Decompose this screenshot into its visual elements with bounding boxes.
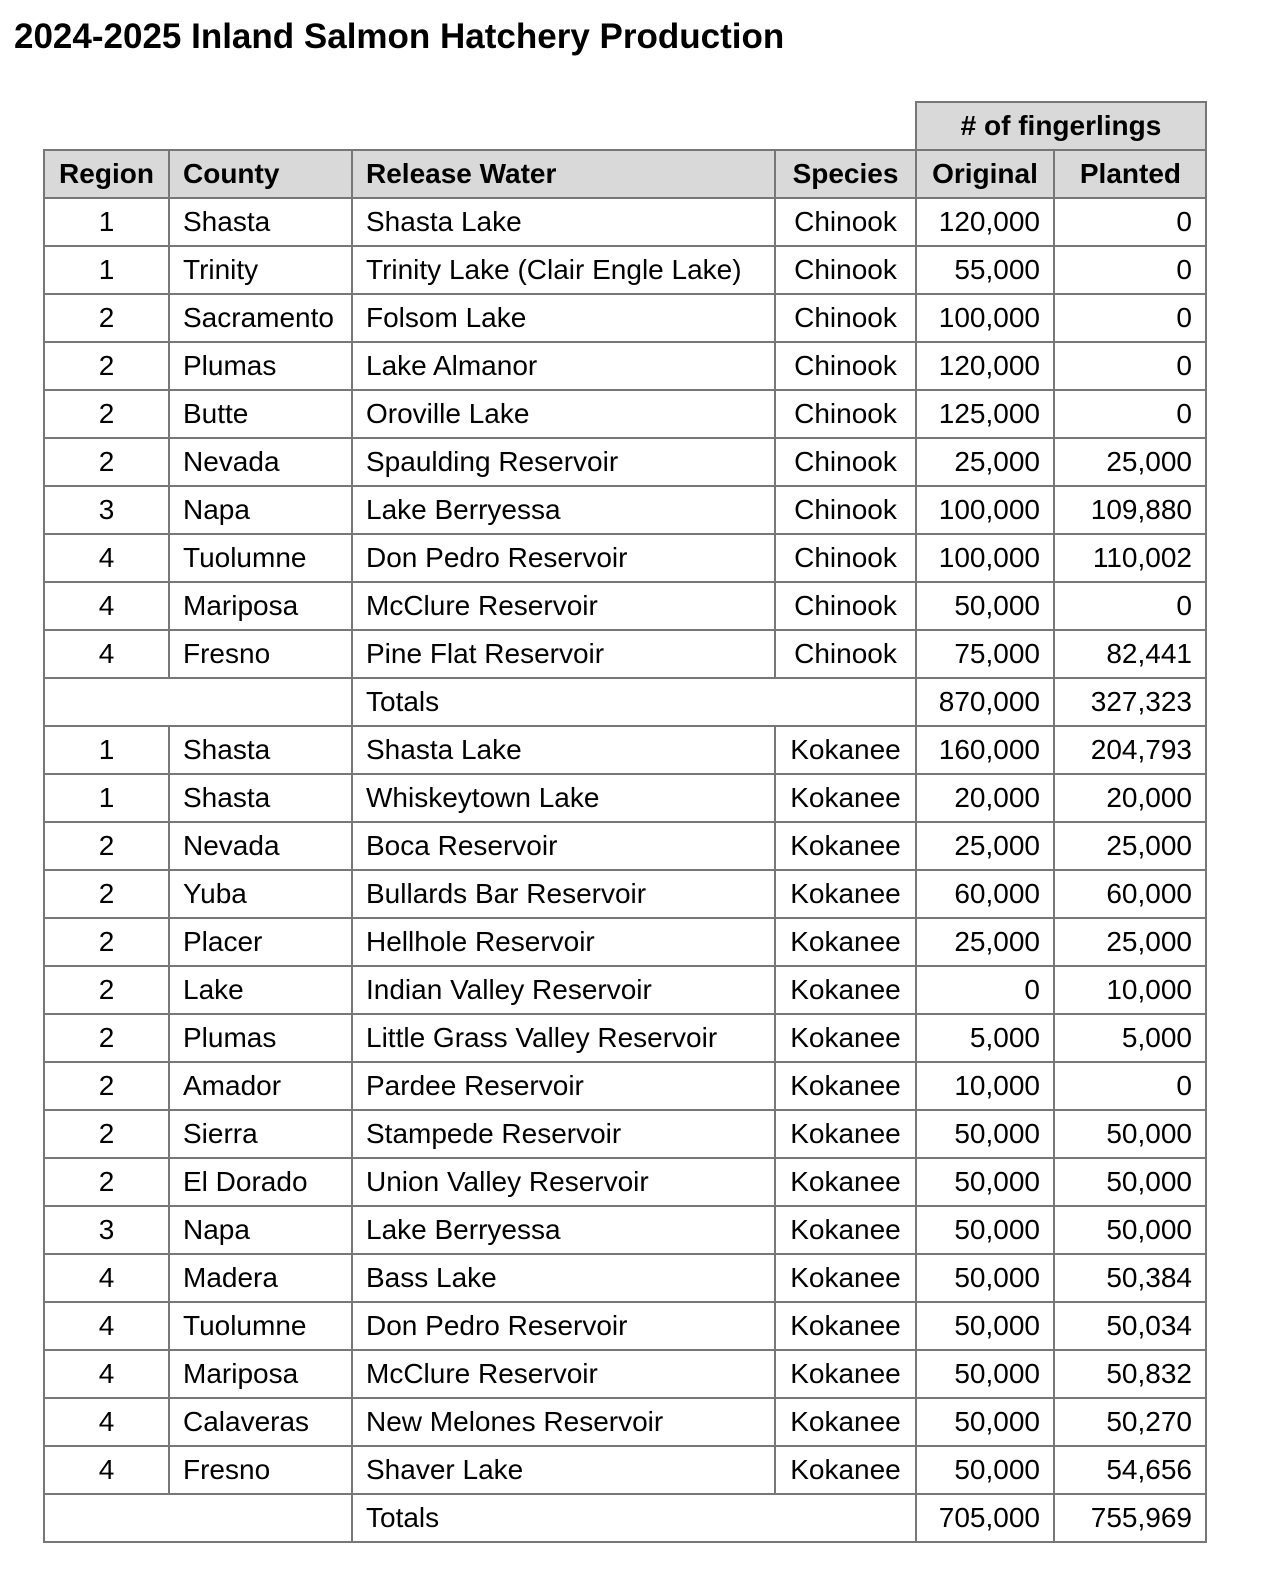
total-original: 705,000	[916, 1494, 1054, 1542]
table-row	[44, 342, 1206, 390]
cell-region: 4	[44, 1302, 169, 1350]
cell-region: 2	[44, 870, 169, 918]
cell-species: Kokanee	[775, 966, 916, 1014]
fingerlings-group-header: # of fingerlings	[916, 102, 1206, 150]
cell-county: Tuolumne	[169, 1302, 352, 1350]
cell-county: Plumas	[169, 342, 352, 390]
column-header-county: County	[169, 150, 352, 198]
table-row	[44, 534, 1206, 582]
table-row	[44, 582, 1206, 630]
table-row	[44, 486, 1206, 534]
cell-release-water: Hellhole Reservoir	[352, 918, 775, 966]
table-row	[44, 774, 1206, 822]
cell-region: 2	[44, 966, 169, 1014]
total-planted: 755,969	[1054, 1494, 1206, 1542]
cell-release-water: Trinity Lake (Clair Engle Lake)	[352, 246, 775, 294]
cell-original: 55,000	[916, 246, 1054, 294]
cell-region: 2	[44, 342, 169, 390]
cell-species: Kokanee	[775, 1062, 916, 1110]
table-row	[44, 1254, 1206, 1302]
cell-original: 10,000	[916, 1062, 1054, 1110]
cell-release-water: McClure Reservoir	[352, 582, 775, 630]
cell-planted: 50,000	[1054, 1158, 1206, 1206]
cell-planted: 25,000	[1054, 918, 1206, 966]
cell-species: Kokanee	[775, 870, 916, 918]
cell-planted: 50,000	[1054, 1206, 1206, 1254]
cell-planted: 25,000	[1054, 822, 1206, 870]
cell-planted: 50,384	[1054, 1254, 1206, 1302]
cell-species: Chinook	[775, 198, 916, 246]
cell-original: 5,000	[916, 1014, 1054, 1062]
table-row	[44, 630, 1206, 678]
table-row	[44, 438, 1206, 486]
cell-release-water: Whiskeytown Lake	[352, 774, 775, 822]
cell-species: Chinook	[775, 390, 916, 438]
cell-species: Chinook	[775, 534, 916, 582]
table-row	[44, 1110, 1206, 1158]
cell-region: 3	[44, 486, 169, 534]
cell-species: Kokanee	[775, 1446, 916, 1494]
cell-species: Chinook	[775, 630, 916, 678]
table-row	[44, 1206, 1206, 1254]
cell-species: Kokanee	[775, 1302, 916, 1350]
cell-planted: 0	[1054, 390, 1206, 438]
cell-county: Nevada	[169, 822, 352, 870]
cell-release-water: Bass Lake	[352, 1254, 775, 1302]
header-spacer	[44, 102, 916, 150]
cell-county: Amador	[169, 1062, 352, 1110]
cell-region: 3	[44, 1206, 169, 1254]
cell-region: 2	[44, 1158, 169, 1206]
cell-species: Kokanee	[775, 1398, 916, 1446]
cell-county: El Dorado	[169, 1158, 352, 1206]
table-row	[44, 822, 1206, 870]
cell-original: 75,000	[916, 630, 1054, 678]
cell-planted: 0	[1054, 198, 1206, 246]
cell-planted: 54,656	[1054, 1446, 1206, 1494]
cell-county: Madera	[169, 1254, 352, 1302]
cell-release-water: Union Valley Reservoir	[352, 1158, 775, 1206]
cell-county: Mariposa	[169, 582, 352, 630]
cell-species: Chinook	[775, 294, 916, 342]
cell-species: Chinook	[775, 246, 916, 294]
cell-region: 4	[44, 630, 169, 678]
cell-original: 100,000	[916, 294, 1054, 342]
cell-release-water: Oroville Lake	[352, 390, 775, 438]
totals-spacer	[44, 678, 352, 726]
total-original: 870,000	[916, 678, 1054, 726]
cell-species: Kokanee	[775, 1350, 916, 1398]
totals-label: Totals	[352, 1494, 916, 1542]
cell-county: Shasta	[169, 774, 352, 822]
table-row	[44, 390, 1206, 438]
cell-original: 125,000	[916, 390, 1054, 438]
cell-species: Kokanee	[775, 1254, 916, 1302]
cell-county: Fresno	[169, 1446, 352, 1494]
cell-original: 25,000	[916, 918, 1054, 966]
table-row	[44, 966, 1206, 1014]
cell-original: 25,000	[916, 822, 1054, 870]
table-row	[44, 1014, 1206, 1062]
column-header-species: Species	[775, 150, 916, 198]
group-header-row	[44, 102, 1206, 150]
page-title: 2024-2025 Inland Salmon Hatchery Production	[14, 17, 785, 56]
cell-region: 4	[44, 1254, 169, 1302]
cell-release-water: Folsom Lake	[352, 294, 775, 342]
column-header-release-water: Release Water	[352, 150, 775, 198]
cell-region: 4	[44, 1398, 169, 1446]
cell-original: 50,000	[916, 1302, 1054, 1350]
cell-region: 2	[44, 294, 169, 342]
cell-species: Chinook	[775, 342, 916, 390]
cell-species: Chinook	[775, 486, 916, 534]
cell-county: Tuolumne	[169, 534, 352, 582]
cell-planted: 60,000	[1054, 870, 1206, 918]
cell-region: 1	[44, 246, 169, 294]
cell-release-water: Indian Valley Reservoir	[352, 966, 775, 1014]
table-row	[44, 1302, 1206, 1350]
cell-original: 50,000	[916, 1158, 1054, 1206]
cell-species: Chinook	[775, 582, 916, 630]
cell-planted: 109,880	[1054, 486, 1206, 534]
cell-original: 50,000	[916, 1350, 1054, 1398]
column-header-region: Region	[44, 150, 169, 198]
cell-planted: 110,002	[1054, 534, 1206, 582]
hatchery-production-table	[43, 101, 1207, 1543]
table-row	[44, 1446, 1206, 1494]
cell-region: 2	[44, 1014, 169, 1062]
cell-species: Kokanee	[775, 822, 916, 870]
table-row	[44, 246, 1206, 294]
cell-species: Kokanee	[775, 774, 916, 822]
cell-county: Yuba	[169, 870, 352, 918]
cell-release-water: Lake Almanor	[352, 342, 775, 390]
cell-planted: 0	[1054, 246, 1206, 294]
cell-planted: 0	[1054, 582, 1206, 630]
cell-county: Calaveras	[169, 1398, 352, 1446]
cell-species: Kokanee	[775, 1206, 916, 1254]
cell-planted: 5,000	[1054, 1014, 1206, 1062]
cell-region: 2	[44, 1110, 169, 1158]
cell-original: 160,000	[916, 726, 1054, 774]
cell-county: Napa	[169, 486, 352, 534]
column-header-row	[44, 150, 1206, 198]
cell-planted: 0	[1054, 1062, 1206, 1110]
table-row	[44, 1062, 1206, 1110]
totals-row	[44, 1494, 1206, 1542]
cell-release-water: New Melones Reservoir	[352, 1398, 775, 1446]
table-row	[44, 1158, 1206, 1206]
cell-region: 2	[44, 822, 169, 870]
table-row	[44, 726, 1206, 774]
cell-county: Napa	[169, 1206, 352, 1254]
cell-region: 2	[44, 438, 169, 486]
cell-release-water: Don Pedro Reservoir	[352, 534, 775, 582]
cell-release-water: Shasta Lake	[352, 198, 775, 246]
cell-original: 100,000	[916, 486, 1054, 534]
cell-county: Lake	[169, 966, 352, 1014]
cell-region: 4	[44, 534, 169, 582]
column-header-original: Original	[916, 150, 1054, 198]
cell-county: Shasta	[169, 198, 352, 246]
cell-original: 120,000	[916, 342, 1054, 390]
cell-planted: 50,832	[1054, 1350, 1206, 1398]
cell-original: 120,000	[916, 198, 1054, 246]
cell-region: 2	[44, 1062, 169, 1110]
cell-region: 4	[44, 1446, 169, 1494]
cell-original: 50,000	[916, 1254, 1054, 1302]
cell-county: Fresno	[169, 630, 352, 678]
totals-row	[44, 678, 1206, 726]
cell-original: 20,000	[916, 774, 1054, 822]
cell-release-water: Pardee Reservoir	[352, 1062, 775, 1110]
cell-region: 1	[44, 726, 169, 774]
cell-original: 50,000	[916, 1446, 1054, 1494]
table-row	[44, 918, 1206, 966]
cell-planted: 204,793	[1054, 726, 1206, 774]
cell-county: Shasta	[169, 726, 352, 774]
cell-original: 50,000	[916, 1110, 1054, 1158]
table-row	[44, 294, 1206, 342]
column-header-planted: Planted	[1054, 150, 1206, 198]
cell-planted: 20,000	[1054, 774, 1206, 822]
cell-release-water: McClure Reservoir	[352, 1350, 775, 1398]
cell-species: Chinook	[775, 438, 916, 486]
cell-county: Sacramento	[169, 294, 352, 342]
cell-species: Kokanee	[775, 1110, 916, 1158]
cell-original: 0	[916, 966, 1054, 1014]
cell-planted: 50,270	[1054, 1398, 1206, 1446]
cell-release-water: Stampede Reservoir	[352, 1110, 775, 1158]
cell-county: Placer	[169, 918, 352, 966]
cell-region: 4	[44, 582, 169, 630]
cell-region: 1	[44, 198, 169, 246]
cell-region: 1	[44, 774, 169, 822]
cell-planted: 25,000	[1054, 438, 1206, 486]
table-row	[44, 198, 1206, 246]
cell-planted: 82,441	[1054, 630, 1206, 678]
cell-county: Butte	[169, 390, 352, 438]
cell-county: Sierra	[169, 1110, 352, 1158]
cell-region: 2	[44, 918, 169, 966]
cell-county: Mariposa	[169, 1350, 352, 1398]
cell-original: 50,000	[916, 582, 1054, 630]
cell-release-water: Little Grass Valley Reservoir	[352, 1014, 775, 1062]
cell-species: Kokanee	[775, 726, 916, 774]
table-row	[44, 870, 1206, 918]
cell-release-water: Boca Reservoir	[352, 822, 775, 870]
cell-county: Trinity	[169, 246, 352, 294]
cell-region: 4	[44, 1350, 169, 1398]
cell-original: 50,000	[916, 1206, 1054, 1254]
cell-species: Kokanee	[775, 1014, 916, 1062]
cell-original: 25,000	[916, 438, 1054, 486]
cell-release-water: Shasta Lake	[352, 726, 775, 774]
cell-species: Kokanee	[775, 918, 916, 966]
cell-release-water: Bullards Bar Reservoir	[352, 870, 775, 918]
cell-release-water: Spaulding Reservoir	[352, 438, 775, 486]
totals-label: Totals	[352, 678, 916, 726]
cell-release-water: Don Pedro Reservoir	[352, 1302, 775, 1350]
cell-planted: 50,034	[1054, 1302, 1206, 1350]
cell-planted: 0	[1054, 294, 1206, 342]
cell-original: 50,000	[916, 1398, 1054, 1446]
cell-region: 2	[44, 390, 169, 438]
cell-release-water: Pine Flat Reservoir	[352, 630, 775, 678]
cell-planted: 0	[1054, 342, 1206, 390]
cell-planted: 50,000	[1054, 1110, 1206, 1158]
cell-release-water: Lake Berryessa	[352, 486, 775, 534]
cell-release-water: Shaver Lake	[352, 1446, 775, 1494]
cell-original: 100,000	[916, 534, 1054, 582]
cell-release-water: Lake Berryessa	[352, 1206, 775, 1254]
totals-spacer	[44, 1494, 352, 1542]
cell-original: 60,000	[916, 870, 1054, 918]
total-planted: 327,323	[1054, 678, 1206, 726]
cell-county: Plumas	[169, 1014, 352, 1062]
table-row	[44, 1350, 1206, 1398]
table-row	[44, 1398, 1206, 1446]
cell-county: Nevada	[169, 438, 352, 486]
cell-planted: 10,000	[1054, 966, 1206, 1014]
table-body	[44, 198, 1206, 1542]
cell-species: Kokanee	[775, 1158, 916, 1206]
